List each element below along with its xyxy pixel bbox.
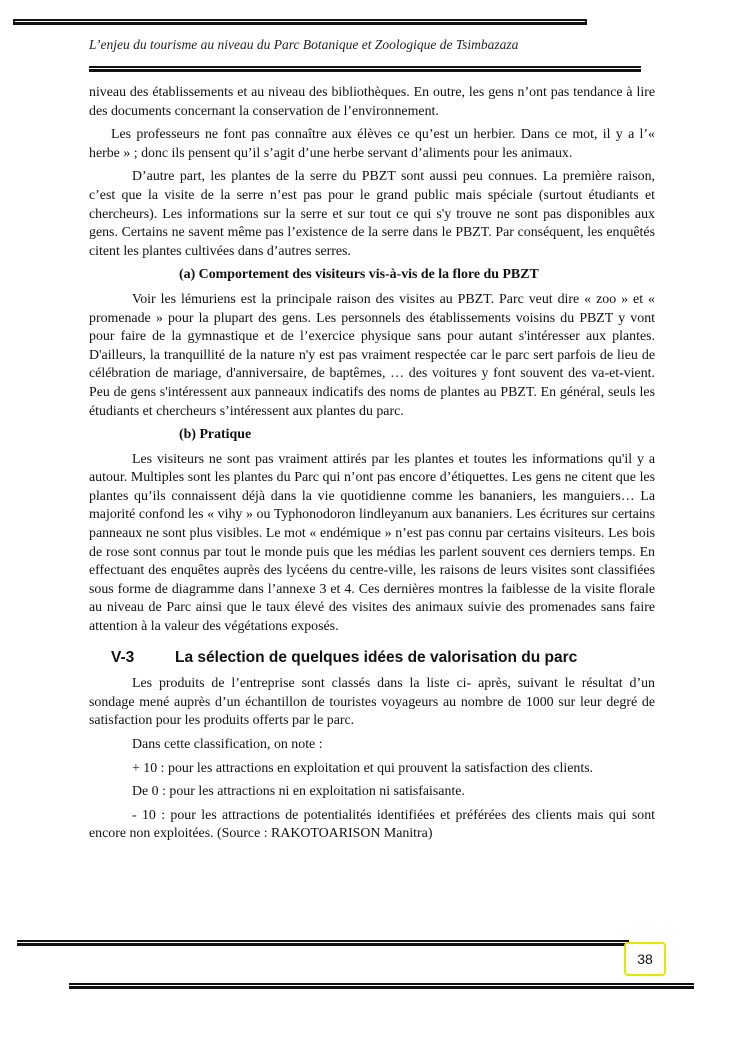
section-heading [111,649,655,668]
list-item: De 0 : pour les attractions ni en exploitation ni satisfaisante. [132,784,465,800]
running-header: L’enjeu du tourisme au niveau du Parc Botanique et Zoologique de Tsimbazaza [89,37,519,52]
subheading-behaviour: (a) Comportement des visiteurs vis-à-vis de la flore du PBZT [179,267,539,283]
bottom-frame-line [69,983,694,989]
footer-rule [17,940,629,946]
paragraph: Dans cette classification, on note : [132,737,323,752]
section-title: La sélection de quelques idées de valorisation du parc [175,648,578,666]
paragraph: Voir les lémuriens est la principale raison des visites au PBZT. Parc veut dire « zoo » et « promenade » pour la plupart des gens. Les personnels des établissements voisins du PBZT y vont pour faire de la gymnastique et de l’exercice physique sans pour autant s'intéresser aux plantes. D'ailleurs, la tranquillité de la nature n'y est pas vraiment respectée car le parc sert parfois de lieu de célébration de mariage, d'anniversaire, de baptêmes, … des voitures y font souvent des va-et-vient. Peu de gens s'intéressent aux panneaux indicatifs des noms de plantes au PBZT. En général, seuls les étudiants et chercheurs s’intéressent aux plantes du parc. [89,291,655,419]
paragraph: Les produits de l’entreprise sont classés dans la liste ci- après, suivant le résultat d’un sondage mené auprès d’un échantillon de touristes voyageurs au nombre de 1000 sur leur degré de satisfaction pour les produits offerts par le parc. [89,676,655,729]
document-body [89,84,655,849]
subheading-practice: (b) Pratique [179,427,252,443]
paragraph: Les professeurs ne font pas connaître aux élèves ce qu’est un herbier. Dans ce mot, il y a l’« herbe » ; donc ils pensent qu’il s’agit d’une herbe servant d’aliments pour les animaux. [89,127,655,161]
paragraph: D’autre part, les plantes de la serre du PBZT sont aussi peu connues. La première raison, c’est que la visite de la serre n’est pas pour le grand public mais spéciale (surtout étudiants et chercheurs). Les informations sur la serre et sur tout ce qui s'y trouve ne sont pas disponibles aux gens. Certains ne savent même pas l’existence de la serre dans le PBZT. Par conséquent, les enquêtés citent les plantes cultivées dans d’autres serres. [89,169,655,259]
paragraph: niveau des établissements et au niveau des bibliothèques. En outre, les gens n’ont pas tendance à lire des documents concernant la conservation de l’environnement. [89,85,655,119]
section-number: V-3 [111,648,135,666]
list-item: - 10 : pour les attractions de potentialités identifiées et préférées des clients mais qui sont encore non exploitées. (Source : RAKOTOARISON Manitra) [89,807,655,842]
header-rule [89,66,641,72]
page-number: 38 [624,942,666,976]
list-item: + 10 : pour les attractions en exploitation et qui prouvent la satisfaction des clients. [132,760,594,776]
paragraph: Les visiteurs ne sont pas vraiment attirés par les plantes et toutes les informations qu'il y a autour. Multiples sont les plantes du Parc qui n’ont pas encore d’étiquettes. Les gens ne citent que les plantes qu’ils connaissent déjà dans la vie quotidienne comme les bananiers, les manguiers… La majorité confond les « vihy » ou Typhonodoron lindleyanum aux bananiers. Les écritures sur certains panneaux ne sont plus visibles. Le mot « endémique » n’est pas connu par certains visiteurs. Les bois de rose sont connus par tout le monde puis que les médias les parlent souvent ces derniers temps. En effectuant des enquêtes auprès des lycéens du centre-ville, les raisons de leurs visites sont classifiées sous forme de diagramme dans l’annexe 3 et 4. Ces dernières montres la faiblesse de la visite florale au niveau de Parc ainsi que le taux élevé des visites des animaux suivie des promenades sans faire attention à la valeur des végétations exposés. [89,451,655,635]
top-frame-line [13,19,587,25]
